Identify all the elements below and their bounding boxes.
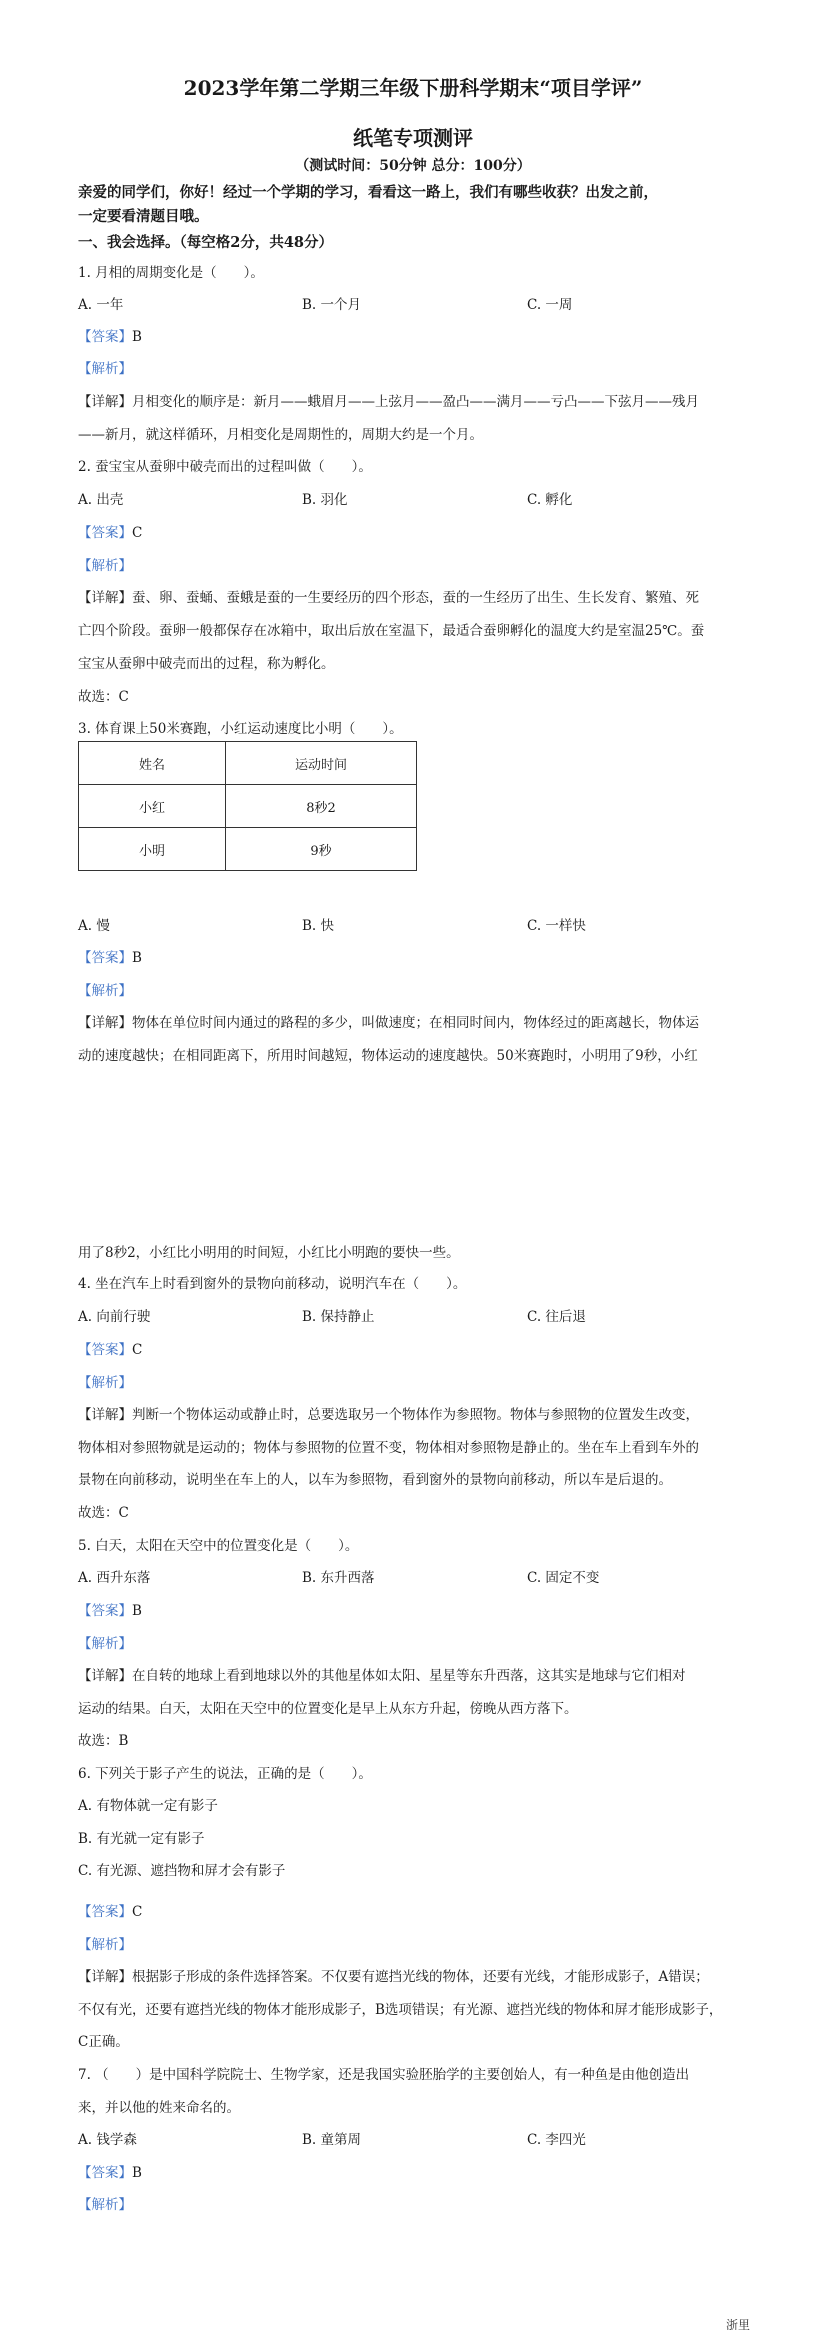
q5-stem: 5. 白天，太阳在天空中的位置变化是（ ）。 <box>78 1538 359 1554</box>
q1-answer-line <box>78 325 142 345</box>
table-header-time: 运动时间 <box>226 742 417 785</box>
q2-detail-text-1: 蚕、卵、蚕蛹、蚕蛾是蚕的一生要经历的四个形态，蚕的一生经历了出生、生长发育、繁殖、死 <box>132 590 699 606</box>
page-footer: 浙里 <box>726 2318 751 2332</box>
answer-label: 【答案】 <box>78 525 132 541</box>
q3-detail-line-1 <box>78 1011 699 1031</box>
q7-option-b: B. 童第周 <box>302 2132 362 2148</box>
q6-detail-line-3: C正确。 <box>78 2034 129 2050</box>
detail-label: 【详解】 <box>78 394 132 410</box>
exam-subtitle: 纸笔专项测评 <box>353 126 473 150</box>
table-header-name: 姓名 <box>79 742 226 785</box>
q6-option-a: A. 有物体就一定有影子 <box>78 1798 218 1814</box>
answer-label: 【答案】 <box>78 1603 132 1619</box>
q2-detail-line-3: 宝宝从蚕卵中破壳而出的过程，称为孵化。 <box>78 656 335 672</box>
test-info: （测试时间：50分钟 总分：100分） <box>295 158 531 174</box>
greeting-line-2: 一定要看清题目哦。 <box>78 208 209 225</box>
q2-option-b: B. 羽化 <box>302 492 348 508</box>
answer-label: 【答案】 <box>78 2165 132 2181</box>
q4-conclusion: 故选：C <box>78 1505 129 1521</box>
q2-option-c: C. 孵化 <box>527 492 573 508</box>
q7-analysis-label: 【解析】 <box>78 2197 132 2213</box>
table-cell: 8秒2 <box>226 785 417 828</box>
detail-label: 【详解】 <box>78 1668 132 1684</box>
q3-option-b: B. 快 <box>302 918 335 934</box>
q2-option-a: A. 出壳 <box>78 492 124 508</box>
q2-stem: 2. 蚕宝宝从蚕卵中破壳而出的过程叫做（ ）。 <box>78 459 372 475</box>
answer-label: 【答案】 <box>78 950 132 966</box>
q2-answer-line <box>78 521 142 541</box>
q6-option-c: C. 有光源、遮挡物和屏才会有影子 <box>78 1863 286 1879</box>
q5-conclusion: 故选：B <box>78 1733 129 1749</box>
q5-answer: B <box>132 1603 142 1619</box>
q3-analysis-label: 【解析】 <box>78 983 132 999</box>
q5-answer-line <box>78 1599 142 1619</box>
q6-detail-text-1: 根据影子形成的条件选择答案。不仅要有遮挡光线的物体，还要有光线，才能形成影子，A错误； <box>132 1969 709 1985</box>
q4-option-b: B. 保持静止 <box>302 1309 375 1325</box>
q6-answer-line <box>78 1900 142 1920</box>
q5-detail-line-1 <box>78 1664 686 1684</box>
table-header-row <box>79 742 417 785</box>
q4-detail-text-1: 判断一个物体运动或静止时，总要选取另一个物体作为参照物。物体与参照物的位置发生改变， <box>132 1407 699 1423</box>
q3-detail-line-2: 动的速度越快；在相同距离下，所用时间越短，物体运动的速度越快。50米赛跑时，小明用了9秒，小红 <box>78 1048 698 1064</box>
q7-option-a: A. 钱学森 <box>78 2132 137 2148</box>
q6-answer: C <box>132 1904 143 1920</box>
q1-option-b: B. 一个月 <box>302 297 362 313</box>
detail-label: 【详解】 <box>78 1407 132 1423</box>
q5-option-b: B. 东升西落 <box>302 1570 375 1586</box>
q1-analysis-label: 【解析】 <box>78 361 132 377</box>
q7-answer-line <box>78 2161 142 2181</box>
q4-option-a: A. 向前行驶 <box>78 1309 151 1325</box>
section-heading: 一、我会选择。（每空格2分，共48分） <box>78 234 334 251</box>
q6-stem: 6. 下列关于影子产生的说法，正确的是（ ）。 <box>78 1766 372 1782</box>
q3-option-a: A. 慢 <box>78 918 110 934</box>
detail-label: 【详解】 <box>78 1969 132 1985</box>
q4-option-c: C. 往后退 <box>527 1309 586 1325</box>
table-row <box>79 785 417 828</box>
exam-title: 2023学年第二学期三年级下册科学期末“项目学评” <box>183 76 643 100</box>
q3-detail-line-3: 用了8秒2，小红比小明用的时间短，小红比小明跑的要快一些。 <box>78 1245 460 1261</box>
q3-answer-line <box>78 946 142 966</box>
q1-detail-line-2: ——新月，就这样循环，月相变化是周期性的，周期大约是一个月。 <box>78 427 483 443</box>
q7-stem-line-1: 7. （ ）是中国科学院院士、生物学家，还是我国实验胚胎学的主要创始人，有一种鱼是由他创造出 <box>78 2067 690 2083</box>
detail-label: 【详解】 <box>78 1015 132 1031</box>
q2-detail-line-1 <box>78 586 699 606</box>
q6-analysis-label: 【解析】 <box>78 1937 132 1953</box>
q4-analysis-label: 【解析】 <box>78 1375 132 1391</box>
q3-detail-text-1: 物体在单位时间内通过的路程的多少，叫做速度；在相同时间内，物体经过的距离越长，物体运 <box>132 1015 699 1031</box>
table-cell: 小明 <box>79 828 226 871</box>
q6-detail-line-1 <box>78 1965 709 1985</box>
q4-detail-line-2: 物体相对参照物就是运动的；物体与参照物的位置不变，物体相对参照物是静止的。坐在车上看到车外的 <box>78 1440 699 1456</box>
q5-detail-text-1: 在自转的地球上看到地球以外的其他星体如太阳、星星等东升西落，这其实是地球与它们相对 <box>132 1668 686 1684</box>
q2-detail-line-2: 亡四个阶段。蚕卵一般都保存在冰箱中，取出后放在室温下，最适合蚕卵孵化的温度大约是室温25℃。蚕 <box>78 623 705 639</box>
q1-stem: 1. 月相的周期变化是（ ）。 <box>78 265 264 281</box>
q5-analysis-label: 【解析】 <box>78 1636 132 1652</box>
q5-detail-line-2: 运动的结果。白天，太阳在天空中的位置变化是早上从东方升起，傍晚从西方落下。 <box>78 1701 578 1717</box>
q1-answer: B <box>132 329 142 345</box>
q6-detail-line-2: 不仅有光，还要有遮挡光线的物体才能形成影子，B选项错误；有光源、遮挡光线的物体和屏才能形成影子， <box>78 2002 723 2018</box>
q4-answer: C <box>132 1342 143 1358</box>
q6-option-b: B. 有光就一定有影子 <box>78 1831 205 1847</box>
greeting-line-1: 亲爱的同学们，你好！经过一个学期的学习，看看这一路上，我们有哪些收获？出发之前， <box>78 184 658 201</box>
q4-detail-line-3: 景物在向前移动，说明坐在车上的人，以车为参照物，看到窗外的景物向前移动，所以车是后退的。 <box>78 1472 672 1488</box>
q3-answer: B <box>132 950 142 966</box>
q4-detail-line-1 <box>78 1403 699 1423</box>
q3-stem: 3. 体育课上50米赛跑，小红运动速度比小明（ ）。 <box>78 721 403 737</box>
q5-option-c: C. 固定不变 <box>527 1570 600 1586</box>
table-cell: 小红 <box>79 785 226 828</box>
q1-option-a: A. 一年 <box>78 297 124 313</box>
table-cell: 9秒 <box>226 828 417 871</box>
q1-detail-text-1: 月相变化的顺序是：新月——蛾眉月——上弦月——盈凸——满月——亏凸——下弦月——残月 <box>132 394 699 410</box>
q5-option-a: A. 西升东落 <box>78 1570 151 1586</box>
q1-detail-line-1 <box>78 390 699 410</box>
q2-analysis-label: 【解析】 <box>78 558 132 574</box>
q2-answer: C <box>132 525 143 541</box>
q4-stem: 4. 坐在汽车上时看到窗外的景物向前移动，说明汽车在（ ）。 <box>78 1276 467 1292</box>
table-row <box>79 828 417 871</box>
answer-label: 【答案】 <box>78 1904 132 1920</box>
q3-option-c: C. 一样快 <box>527 918 586 934</box>
q7-option-c: C. 李四光 <box>527 2132 586 2148</box>
answer-label: 【答案】 <box>78 1342 132 1358</box>
q4-answer-line <box>78 1338 142 1358</box>
q2-conclusion: 故选：C <box>78 689 129 705</box>
q7-answer: B <box>132 2165 142 2181</box>
q7-stem-line-2: 来，并以他的姓来命名的。 <box>78 2100 240 2116</box>
detail-label: 【详解】 <box>78 590 132 606</box>
q3-table <box>78 741 417 871</box>
q1-option-c: C. 一周 <box>527 297 573 313</box>
answer-label: 【答案】 <box>78 329 132 345</box>
